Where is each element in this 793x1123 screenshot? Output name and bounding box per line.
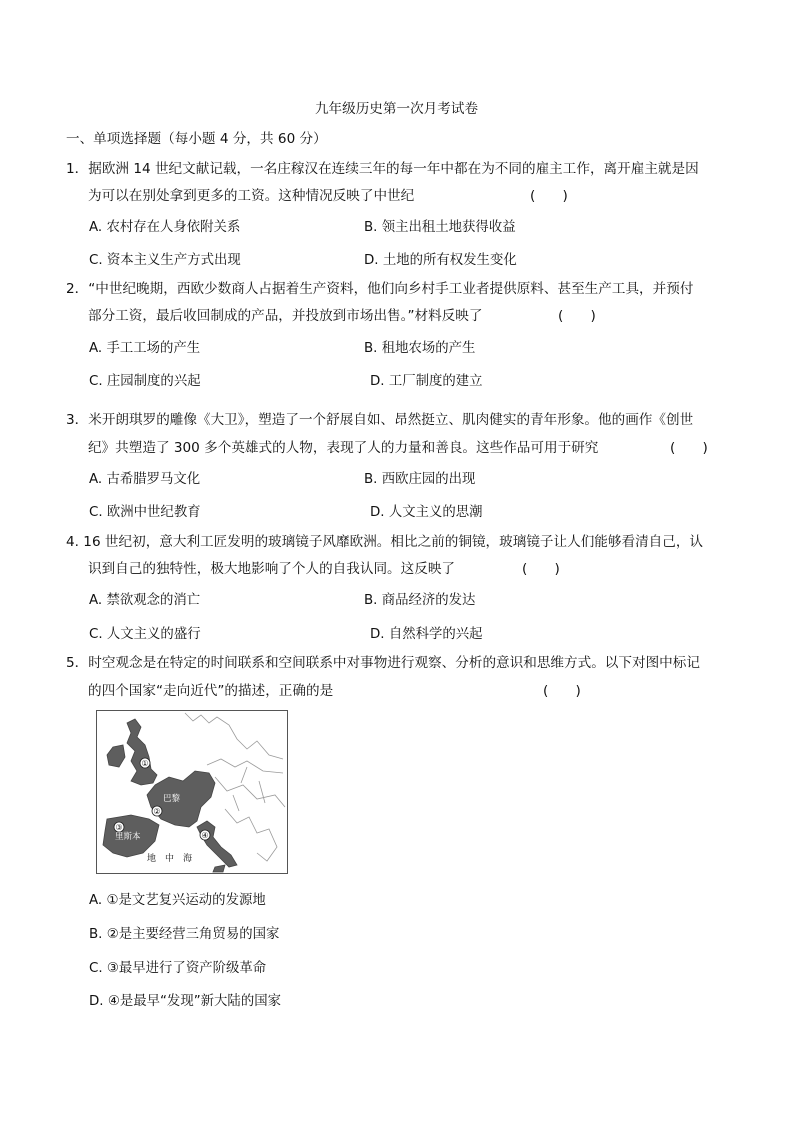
question-3-option-a[interactable]: A. 古希腊罗马文化 xyxy=(89,472,201,487)
question-5-answer-blank: ( ) xyxy=(543,683,581,699)
question-4-option-b[interactable]: B. 商品经济的发达 xyxy=(364,593,476,608)
marker-2-label: ② xyxy=(153,807,161,816)
question-4-line-1: 4. 16 世纪初，意大利工匠发明的玻璃镜子风靡欧洲。相比之前的铜镜，玻璃镜子让人们能够看清自己，认 xyxy=(66,534,704,550)
question-5-option-a[interactable]: A. ①是文艺复兴运动的发源地 xyxy=(89,893,266,908)
question-4-line-2: 识到自己的独特性，极大地影响了个人的自我认同。这反映了 xyxy=(88,561,456,577)
question-2-answer-blank: ( ) xyxy=(558,308,596,324)
britain-shape xyxy=(127,719,157,785)
question-5-option-c[interactable]: C. ③最早进行了资产阶级革命 xyxy=(89,961,267,976)
question-3-option-b[interactable]: B. 西欧庄园的出现 xyxy=(364,472,476,487)
question-1-option-b[interactable]: B. 领主出租土地获得收益 xyxy=(364,220,516,235)
marker-1-label: ① xyxy=(141,759,149,768)
question-3-line-1: 3．米开朗琪罗的雕像《大卫》，塑造了一个舒展自如、昂然挺立、肌肉健实的青年形象。他的画作《创世 xyxy=(66,412,694,428)
ireland-shape xyxy=(107,745,125,767)
question-1-option-c[interactable]: C. 资本主义生产方式出现 xyxy=(89,253,241,268)
scandinavia-outline xyxy=(185,713,283,759)
balkans-outline xyxy=(225,809,277,861)
marker-4-label: ④ xyxy=(201,831,209,840)
question-1-answer-blank: ( ) xyxy=(530,188,568,204)
eastern-border-outline xyxy=(215,777,285,807)
question-2-option-a[interactable]: A. 手工工场的产生 xyxy=(89,341,201,356)
question-2-option-b[interactable]: B. 租地农场的产生 xyxy=(364,341,476,356)
sicily-shape xyxy=(213,865,225,872)
question-1-option-a[interactable]: A. 农村存在人身依附关系 xyxy=(89,220,241,235)
question-2-option-c[interactable]: C. 庄园制度的兴起 xyxy=(89,374,201,389)
question-1-line-1: 1．据欧洲 14 世纪文献记载，一名庄稼汉在连续三年的每一年中都在为不同的雇主工作，离开雇主就是因 xyxy=(66,161,699,177)
lisbon-label: 里斯本 xyxy=(115,832,141,842)
question-3-answer-blank: ( ) xyxy=(670,440,708,456)
question-4-option-c[interactable]: C. 人文主义的盛行 xyxy=(89,627,201,642)
question-5-option-b[interactable]: B. ②是主要经营三角贸易的国家 xyxy=(89,927,280,942)
question-3-line-2: 纪》共塑造了 300 多个英雄式的人物，表现了人的力量和善良。这些作品可用于研究 xyxy=(88,440,599,456)
question-5-line-2: 的四个国家“走向近代”的描述，正确的是 xyxy=(88,683,334,699)
europe-map-figure xyxy=(96,710,288,874)
question-2-line-1: 2．“中世纪晚期，西欧少数商人占据着生产资料，他们向乡村手工业者提供原料、甚至生产工具，并预付 xyxy=(66,281,694,297)
question-4-option-a[interactable]: A. 禁欲观念的消亡 xyxy=(89,593,201,608)
europe-map xyxy=(97,711,287,873)
question-1-line-2: 为可以在别处拿到更多的工资。这种情况反映了中世纪 xyxy=(88,188,415,204)
italy-shape xyxy=(197,821,237,867)
marker-3-label: ③ xyxy=(115,823,123,832)
question-5-line-1: 5．时空观念是在特定的时间联系和空间联系中对事物进行观察、分析的意识和思维方式。以下对图中标记 xyxy=(66,655,700,671)
question-1-option-d[interactable]: D. 土地的所有权发生变化 xyxy=(364,253,517,268)
mediterranean-sea-label: 地 中 海 xyxy=(147,854,193,864)
question-4-option-d[interactable]: D. 自然科学的兴起 xyxy=(370,627,483,642)
question-3-option-d[interactable]: D. 人文主义的思潮 xyxy=(370,505,483,520)
question-2-line-2: 部分工资，最后收回制成的产品，并投放到市场出售。”材料反映了 xyxy=(88,308,483,324)
section-heading: 一、单项选择题（每小题 4 分，共 60 分） xyxy=(66,131,327,147)
paris-label: 巴黎 xyxy=(163,794,181,804)
question-3-option-c[interactable]: C. 欧洲中世纪教育 xyxy=(89,505,201,520)
baltic-coast-outline xyxy=(207,759,283,773)
question-5-option-d[interactable]: D. ④是最早“发现”新大陆的国家 xyxy=(89,994,281,1009)
question-4-answer-blank: ( ) xyxy=(522,561,560,577)
france-lowlands-shape xyxy=(147,771,215,827)
question-2-option-d[interactable]: D. 工厂制度的建立 xyxy=(370,374,483,389)
page-title: 九年级历史第一次月考试卷 xyxy=(314,101,479,117)
minor-border-outline xyxy=(233,767,265,811)
